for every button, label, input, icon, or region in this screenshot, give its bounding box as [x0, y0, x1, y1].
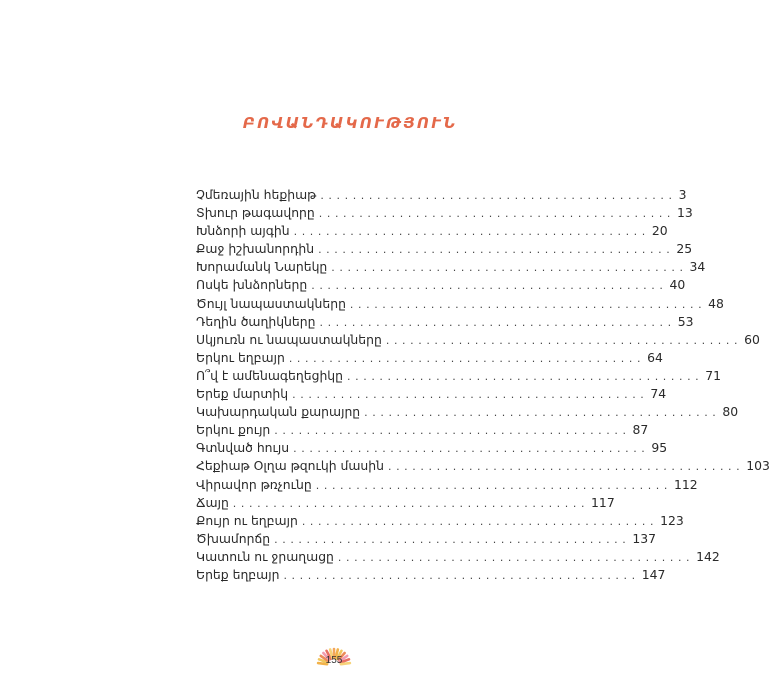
toc-entry-title: Սկյուռն ու նապաստակները: [196, 331, 382, 347]
toc-entry-page: 80: [722, 404, 739, 420]
page-number: 155: [325, 655, 343, 666]
toc-leader-dots: ............................................: [232, 496, 590, 510]
toc-entry: [196, 349, 663, 367]
toc-leader-dots: ............................................: [320, 189, 677, 202]
toc-entry-page: 74: [650, 386, 667, 402]
page-title: ԲՈՎԱՆԴԱԿՈՒԹՅՈՒՆ: [242, 114, 458, 132]
toc-entry-title: Քաջ իշխանորդին: [196, 241, 315, 257]
toc-entry-page: 64: [647, 349, 663, 365]
toc-entry: [196, 530, 657, 548]
toc-entry-title: Չմեռային հեքիաթ: [196, 187, 317, 202]
toc-entry: [196, 457, 770, 475]
toc-entry-page: 53: [677, 313, 694, 329]
toc-entry-title: Կախարդական քարայրը: [196, 404, 361, 420]
toc-leader-dots: ............................................: [293, 225, 650, 239]
toc-leader-dots: ............................................: [364, 406, 721, 420]
toc-leader-dots: ............................................: [347, 369, 704, 383]
toc-entry-title: Կատուն ու ջրաղացը: [196, 548, 334, 564]
toc-entry-page: 3: [678, 187, 687, 202]
toc-entry-title: Ճայը: [196, 494, 229, 510]
toc-entry-title: Խորամանկ Նարեկը: [196, 259, 328, 275]
toc-entry: [196, 566, 666, 584]
toc-entry-title: Երկու եղբայր: [196, 349, 285, 365]
toc-entry: [196, 222, 668, 240]
toc-leader-dots: ............................................: [283, 568, 640, 582]
toc-entry-page: 60: [744, 331, 760, 347]
toc-entry-title: Տխուր թագավորը: [196, 205, 315, 221]
toc-entry: [196, 476, 698, 494]
toc-entry: [196, 367, 722, 385]
toc-entry-title: Գտնված հույս: [196, 440, 290, 456]
toc-entry: [196, 186, 687, 204]
toc-entry-page: 112: [674, 476, 698, 492]
toc-leader-dots: ............................................: [292, 388, 649, 402]
toc-entry-title: Խնձորի այգին: [196, 223, 290, 239]
toc-leader-dots: ............................................: [288, 351, 646, 365]
toc-entry: [196, 512, 684, 530]
toc-entry-title: Ոսկե խնձորները: [196, 277, 308, 293]
toc-entry-page: 48: [708, 295, 724, 311]
toc-leader-dots: ............................................: [293, 442, 650, 456]
toc-entry-title: Ո՞վ է ամենագեղեցիկը: [196, 367, 344, 383]
toc-entry-title: Ծույլ նապաստակները: [196, 295, 346, 311]
toc-entry-page: 25: [676, 241, 693, 257]
toc-leader-dots: ............................................: [331, 261, 688, 275]
toc-entry-page: 13: [677, 205, 693, 221]
toc-entry: [196, 403, 739, 421]
toc-entry: [196, 548, 720, 566]
toc-entry-page: 71: [705, 367, 722, 383]
toc-entry-page: 34: [689, 259, 706, 275]
toc-entry: [196, 331, 760, 349]
toc-entry-title: Քույր ու եղբայր: [196, 512, 298, 528]
page-footer: [310, 646, 358, 676]
toc-entry-title: Երեք եղբայր: [196, 566, 280, 582]
toc-entry: [196, 295, 724, 313]
toc-leader-dots: ............................................: [274, 532, 631, 546]
toc-leader-dots: ............................................: [318, 243, 675, 257]
toc-leader-dots: ............................................: [337, 550, 695, 564]
toc-leader-dots: ............................................: [349, 297, 707, 311]
toc-entry: [196, 385, 667, 403]
toc-entry-page: 147: [641, 566, 666, 582]
toc-leader-dots: ............................................: [301, 514, 659, 528]
toc-entry-page: 103: [746, 458, 770, 474]
toc-entry-page: 117: [591, 494, 615, 510]
toc-leader-dots: ............................................: [318, 207, 676, 221]
toc-entry-page: 142: [696, 548, 720, 564]
toc-leader-dots: ............................................: [385, 333, 743, 347]
toc-entry-title: Ծխամորճը: [196, 530, 271, 546]
toc-leader-dots: ............................................: [319, 315, 676, 329]
toc-entry: [196, 276, 686, 294]
toc-entry-title: Վիրավոր թռչունը: [196, 476, 312, 492]
toc-entry-title: Երկու քույր: [196, 422, 271, 438]
toc-entry-page: 95: [651, 440, 668, 456]
toc-entry-page: 87: [632, 422, 649, 438]
toc-leader-dots: ............................................: [311, 279, 668, 293]
toc-leader-dots: ............................................: [274, 424, 631, 438]
toc-entry-title: Երեք մարտիկ: [196, 386, 289, 402]
toc-entry: [196, 439, 668, 457]
toc-entry: [196, 313, 694, 331]
toc-entry-page: 123: [660, 512, 684, 528]
table-of-contents: [196, 186, 770, 584]
toc-entry: [196, 494, 615, 512]
toc-entry: [196, 421, 649, 439]
toc-entry: [196, 258, 706, 276]
toc-entry-page: 137: [632, 530, 657, 546]
toc-entry: [196, 204, 693, 222]
toc-leader-dots: ............................................: [315, 478, 672, 492]
toc-entry-title: Դեղին ծաղիկները: [196, 313, 316, 329]
toc-entry: [196, 240, 693, 258]
toc-entry-page: 40: [669, 277, 686, 293]
toc-entry-page: 20: [651, 223, 668, 239]
toc-entry-title: Հեքիաթ Օլղա թզուկի մասին: [196, 458, 384, 474]
toc-leader-dots: ............................................: [387, 460, 745, 474]
